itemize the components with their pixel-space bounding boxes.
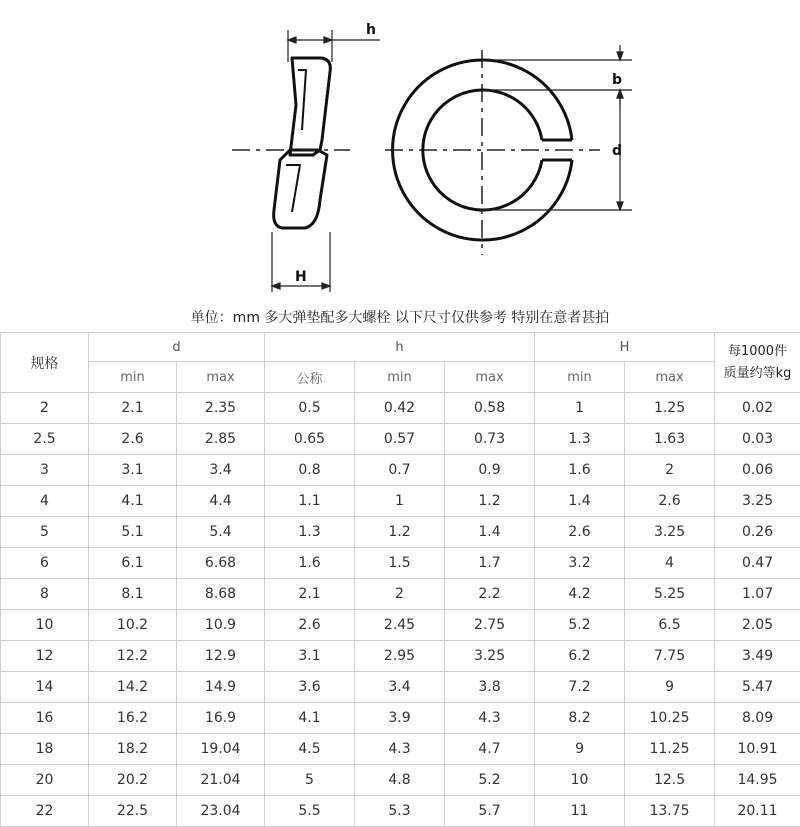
h-min-cell: 3.4 — [355, 672, 445, 703]
H-min-header: min — [535, 362, 625, 393]
weight-cell: 5.47 — [715, 672, 800, 703]
spec-cell: 18 — [1, 734, 89, 765]
h-nominal-cell: 3.1 — [265, 641, 355, 672]
H-max-cell: 12.5 — [625, 765, 715, 796]
h-max-cell: 5.7 — [445, 796, 535, 827]
table-row — [1, 796, 800, 827]
table-row — [1, 424, 800, 455]
weight-header-line2: 质量约等kg — [715, 363, 800, 385]
h-min-header: min — [355, 362, 445, 393]
spec-cell: 5 — [1, 517, 89, 548]
label-b: b — [612, 72, 622, 88]
h-nominal-cell: 1.1 — [265, 486, 355, 517]
spec-table — [0, 332, 800, 827]
h-nominal-cell: 4.1 — [265, 703, 355, 734]
H-min-cell: 7.2 — [535, 672, 625, 703]
weight-cell: 8.09 — [715, 703, 800, 734]
d-max-cell: 8.68 — [177, 579, 265, 610]
h-max-cell: 1.4 — [445, 517, 535, 548]
h-min-cell: 4.3 — [355, 734, 445, 765]
d-min-cell: 4.1 — [89, 486, 177, 517]
spec-cell: 16 — [1, 703, 89, 734]
table-row — [1, 517, 800, 548]
spec-cell: 2 — [1, 393, 89, 424]
h-nominal-cell: 4.5 — [265, 734, 355, 765]
weight-cell: 0.26 — [715, 517, 800, 548]
d-min-cell: 3.1 — [89, 455, 177, 486]
label-d: d — [612, 143, 622, 159]
table-row — [1, 641, 800, 672]
h-min-cell: 1 — [355, 486, 445, 517]
d-min-cell: 18.2 — [89, 734, 177, 765]
h-min-cell: 0.7 — [355, 455, 445, 486]
H-max-header: max — [625, 362, 715, 393]
h-max-cell: 1.7 — [445, 548, 535, 579]
H-min-cell: 11 — [535, 796, 625, 827]
label-h: h — [366, 22, 376, 38]
H-max-cell: 3.25 — [625, 517, 715, 548]
spec-cell: 6 — [1, 548, 89, 579]
H-min-cell: 3.2 — [535, 548, 625, 579]
d-max-cell: 10.9 — [177, 610, 265, 641]
spec-cell: 10 — [1, 610, 89, 641]
H-min-cell: 2.6 — [535, 517, 625, 548]
caption: 单位：mm 多大弹垫配多大螺栓 以下尺寸仅供参考 特别在意者甚拍 — [0, 308, 800, 328]
weight-cell: 2.05 — [715, 610, 800, 641]
H-min-cell: 1.6 — [535, 455, 625, 486]
spec-cell: 22 — [1, 796, 89, 827]
d-min-cell: 2.1 — [89, 393, 177, 424]
d-min-cell: 22.5 — [89, 796, 177, 827]
h-max-header: max — [445, 362, 535, 393]
d-max-cell: 2.85 — [177, 424, 265, 455]
h-nominal-cell: 1.6 — [265, 548, 355, 579]
d-max-cell: 12.9 — [177, 641, 265, 672]
H-min-cell: 5.2 — [535, 610, 625, 641]
weight-header — [715, 333, 800, 393]
H-min-cell: 8.2 — [535, 703, 625, 734]
weight-cell: 3.25 — [715, 486, 800, 517]
d-min-cell: 12.2 — [89, 641, 177, 672]
H-max-cell: 13.75 — [625, 796, 715, 827]
h-max-cell: 2.2 — [445, 579, 535, 610]
H-max-cell: 4 — [625, 548, 715, 579]
weight-cell: 10.91 — [715, 734, 800, 765]
d-max-cell: 6.68 — [177, 548, 265, 579]
h-nominal-cell: 5 — [265, 765, 355, 796]
d-max-cell: 21.04 — [177, 765, 265, 796]
H-max-cell: 1.63 — [625, 424, 715, 455]
h-min-cell: 5.3 — [355, 796, 445, 827]
h-header: h — [265, 333, 535, 362]
H-min-cell: 9 — [535, 734, 625, 765]
h-max-cell: 0.73 — [445, 424, 535, 455]
h-max-cell: 1.2 — [445, 486, 535, 517]
header-row-2 — [1, 362, 800, 393]
h-max-cell: 4.3 — [445, 703, 535, 734]
h-max-cell: 2.75 — [445, 610, 535, 641]
weight-cell: 0.47 — [715, 548, 800, 579]
weight-cell: 0.03 — [715, 424, 800, 455]
table-row — [1, 610, 800, 641]
weight-cell: 0.02 — [715, 393, 800, 424]
h-max-cell: 3.8 — [445, 672, 535, 703]
H-max-cell: 5.25 — [625, 579, 715, 610]
h-nominal-cell: 2.6 — [265, 610, 355, 641]
H-max-cell: 9 — [625, 672, 715, 703]
H-min-cell: 1.4 — [535, 486, 625, 517]
H-max-cell: 2 — [625, 455, 715, 486]
spec-cell: 20 — [1, 765, 89, 796]
spec-header: 规格 — [1, 333, 89, 393]
h-max-cell: 3.25 — [445, 641, 535, 672]
weight-cell: 14.95 — [715, 765, 800, 796]
d-min-cell: 2.6 — [89, 424, 177, 455]
d-min-cell: 5.1 — [89, 517, 177, 548]
h-max-cell: 0.58 — [445, 393, 535, 424]
table-row — [1, 734, 800, 765]
h-min-cell: 1.5 — [355, 548, 445, 579]
d-max-cell: 4.4 — [177, 486, 265, 517]
h-max-cell: 4.7 — [445, 734, 535, 765]
h-min-cell: 2.95 — [355, 641, 445, 672]
d-min-cell: 6.1 — [89, 548, 177, 579]
spec-cell: 3 — [1, 455, 89, 486]
h-nominal-cell: 5.5 — [265, 796, 355, 827]
h-min-cell: 2.45 — [355, 610, 445, 641]
d-min-cell: 20.2 — [89, 765, 177, 796]
d-min-header: min — [89, 362, 177, 393]
spring-washer-drawing — [0, 0, 800, 305]
spec-cell: 4 — [1, 486, 89, 517]
d-max-cell: 3.4 — [177, 455, 265, 486]
H-header: H — [535, 333, 715, 362]
h-nominal-cell: 3.6 — [265, 672, 355, 703]
h-min-cell: 2 — [355, 579, 445, 610]
h-min-cell: 1.2 — [355, 517, 445, 548]
weight-cell: 0.06 — [715, 455, 800, 486]
h-max-cell: 0.9 — [445, 455, 535, 486]
h-min-cell: 3.9 — [355, 703, 445, 734]
weight-cell: 1.07 — [715, 579, 800, 610]
d-max-cell: 19.04 — [177, 734, 265, 765]
d-max-header: max — [177, 362, 265, 393]
d-min-cell: 10.2 — [89, 610, 177, 641]
H-max-cell: 2.6 — [625, 486, 715, 517]
table-row — [1, 486, 800, 517]
H-min-cell: 1 — [535, 393, 625, 424]
h-nominal-cell: 1.3 — [265, 517, 355, 548]
H-min-cell: 4.2 — [535, 579, 625, 610]
washer-side-view — [274, 58, 331, 228]
d-max-cell: 5.4 — [177, 517, 265, 548]
H-min-cell: 1.3 — [535, 424, 625, 455]
spec-body — [1, 393, 800, 827]
header-row-1 — [1, 333, 800, 362]
table-row — [1, 765, 800, 796]
weight-cell: 3.49 — [715, 641, 800, 672]
d-max-cell: 23.04 — [177, 796, 265, 827]
H-max-cell: 7.75 — [625, 641, 715, 672]
d-header: d — [89, 333, 265, 362]
spec-cell: 8 — [1, 579, 89, 610]
h-nominal-cell: 0.8 — [265, 455, 355, 486]
H-max-cell: 1.25 — [625, 393, 715, 424]
H-min-cell: 6.2 — [535, 641, 625, 672]
h-max-cell: 5.2 — [445, 765, 535, 796]
H-max-cell: 6.5 — [625, 610, 715, 641]
weight-header-line1: 每1000件 — [715, 341, 800, 363]
h-min-cell: 0.57 — [355, 424, 445, 455]
h-min-cell: 0.42 — [355, 393, 445, 424]
weight-cell: 20.11 — [715, 796, 800, 827]
table-row — [1, 393, 800, 424]
H-max-cell: 11.25 — [625, 734, 715, 765]
spec-cell: 2.5 — [1, 424, 89, 455]
table-row — [1, 703, 800, 734]
d-max-cell: 2.35 — [177, 393, 265, 424]
spec-cell: 12 — [1, 641, 89, 672]
h-nominal-header: 公称 — [265, 362, 355, 393]
d-min-cell: 16.2 — [89, 703, 177, 734]
d-max-cell: 14.9 — [177, 672, 265, 703]
H-min-cell: 10 — [535, 765, 625, 796]
label-H: H — [295, 269, 307, 285]
h-min-cell: 4.8 — [355, 765, 445, 796]
d-min-cell: 14.2 — [89, 672, 177, 703]
d-max-cell: 16.9 — [177, 703, 265, 734]
h-nominal-cell: 2.1 — [265, 579, 355, 610]
d-min-cell: 8.1 — [89, 579, 177, 610]
table-row — [1, 579, 800, 610]
H-max-cell: 10.25 — [625, 703, 715, 734]
table-row — [1, 455, 800, 486]
table-row — [1, 672, 800, 703]
spec-cell: 14 — [1, 672, 89, 703]
table-row — [1, 548, 800, 579]
h-nominal-cell: 0.5 — [265, 393, 355, 424]
h-nominal-cell: 0.65 — [265, 424, 355, 455]
